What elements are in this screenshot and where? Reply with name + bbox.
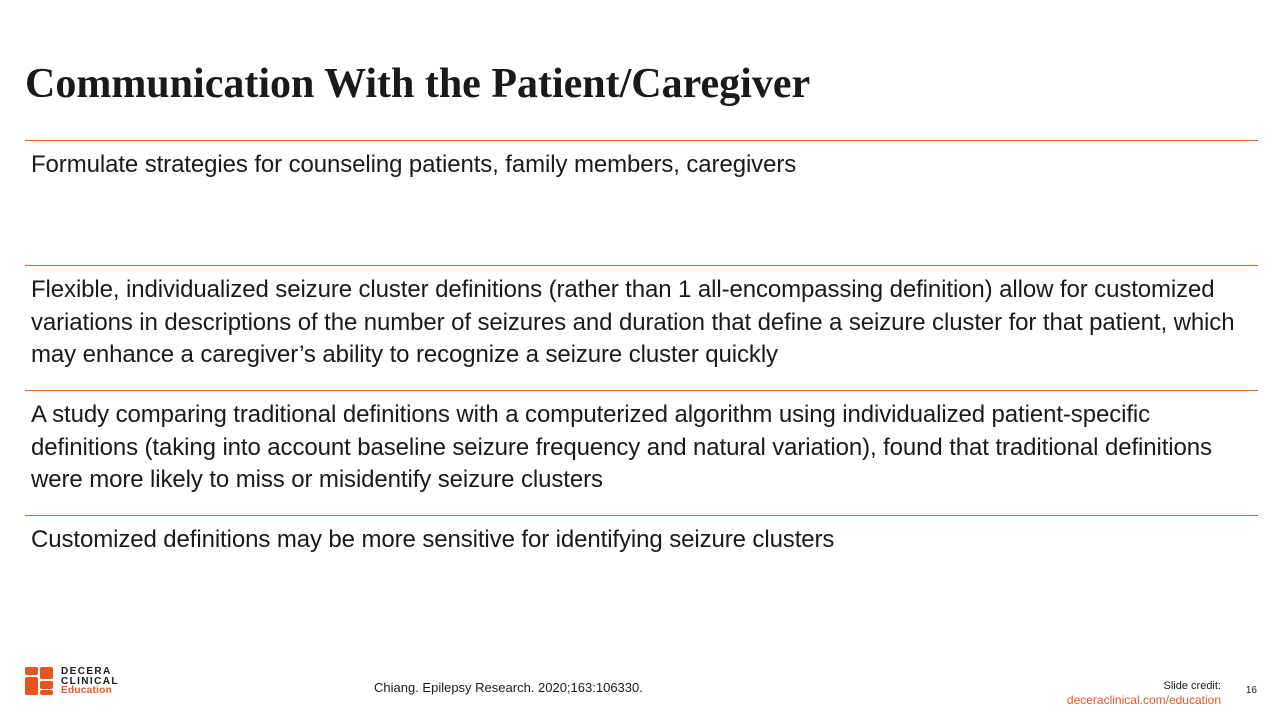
logo-line-clinical: CLINICAL xyxy=(61,675,119,687)
slide-credit-link[interactable]: deceraclinical.com/education xyxy=(1066,693,1221,707)
bullet-item xyxy=(25,265,1258,390)
page-number: 16 xyxy=(1245,685,1257,696)
bullet-item xyxy=(25,140,1258,265)
slide-title: Communication With the Patient/Caregiver xyxy=(25,61,811,107)
bullet-text: Flexible, individualized seizure cluster definitions (rather than 1 all-encompassing definition) allow for customized variations in descriptions of the number of seizures and duration that define a seizure cluster for that patient, which may enhance a caregiver’s ability to recognize a seizure cluster quickly xyxy=(31,276,1235,368)
decera-logo-mark-icon xyxy=(25,667,53,695)
logo-line-decera: DECERA xyxy=(61,666,112,677)
bullet-item xyxy=(25,390,1258,515)
slide-credit xyxy=(1067,679,1221,707)
logo-line-education: Education xyxy=(61,685,113,696)
bullet-item xyxy=(25,515,1258,595)
decera-logo xyxy=(25,667,135,697)
bullet-text: A study comparing traditional definitions with a computerized algorithm using individualized patient-specific definitions (taking into account baseline seizure frequency and natural variation), found that traditional definitions were more likely to miss or misidentify seizure clusters xyxy=(31,401,1212,493)
citation: Chiang. Epilepsy Research. 2020;163:106330. xyxy=(374,680,643,695)
bullet-text: Formulate strategies for counseling patients, family members, caregivers xyxy=(31,151,797,178)
bullet-text: Customized definitions may be more sensitive for identifying seizure clusters xyxy=(31,526,835,553)
logo-wordmark xyxy=(61,667,119,696)
slide-credit-label: Slide credit: xyxy=(1163,680,1221,692)
